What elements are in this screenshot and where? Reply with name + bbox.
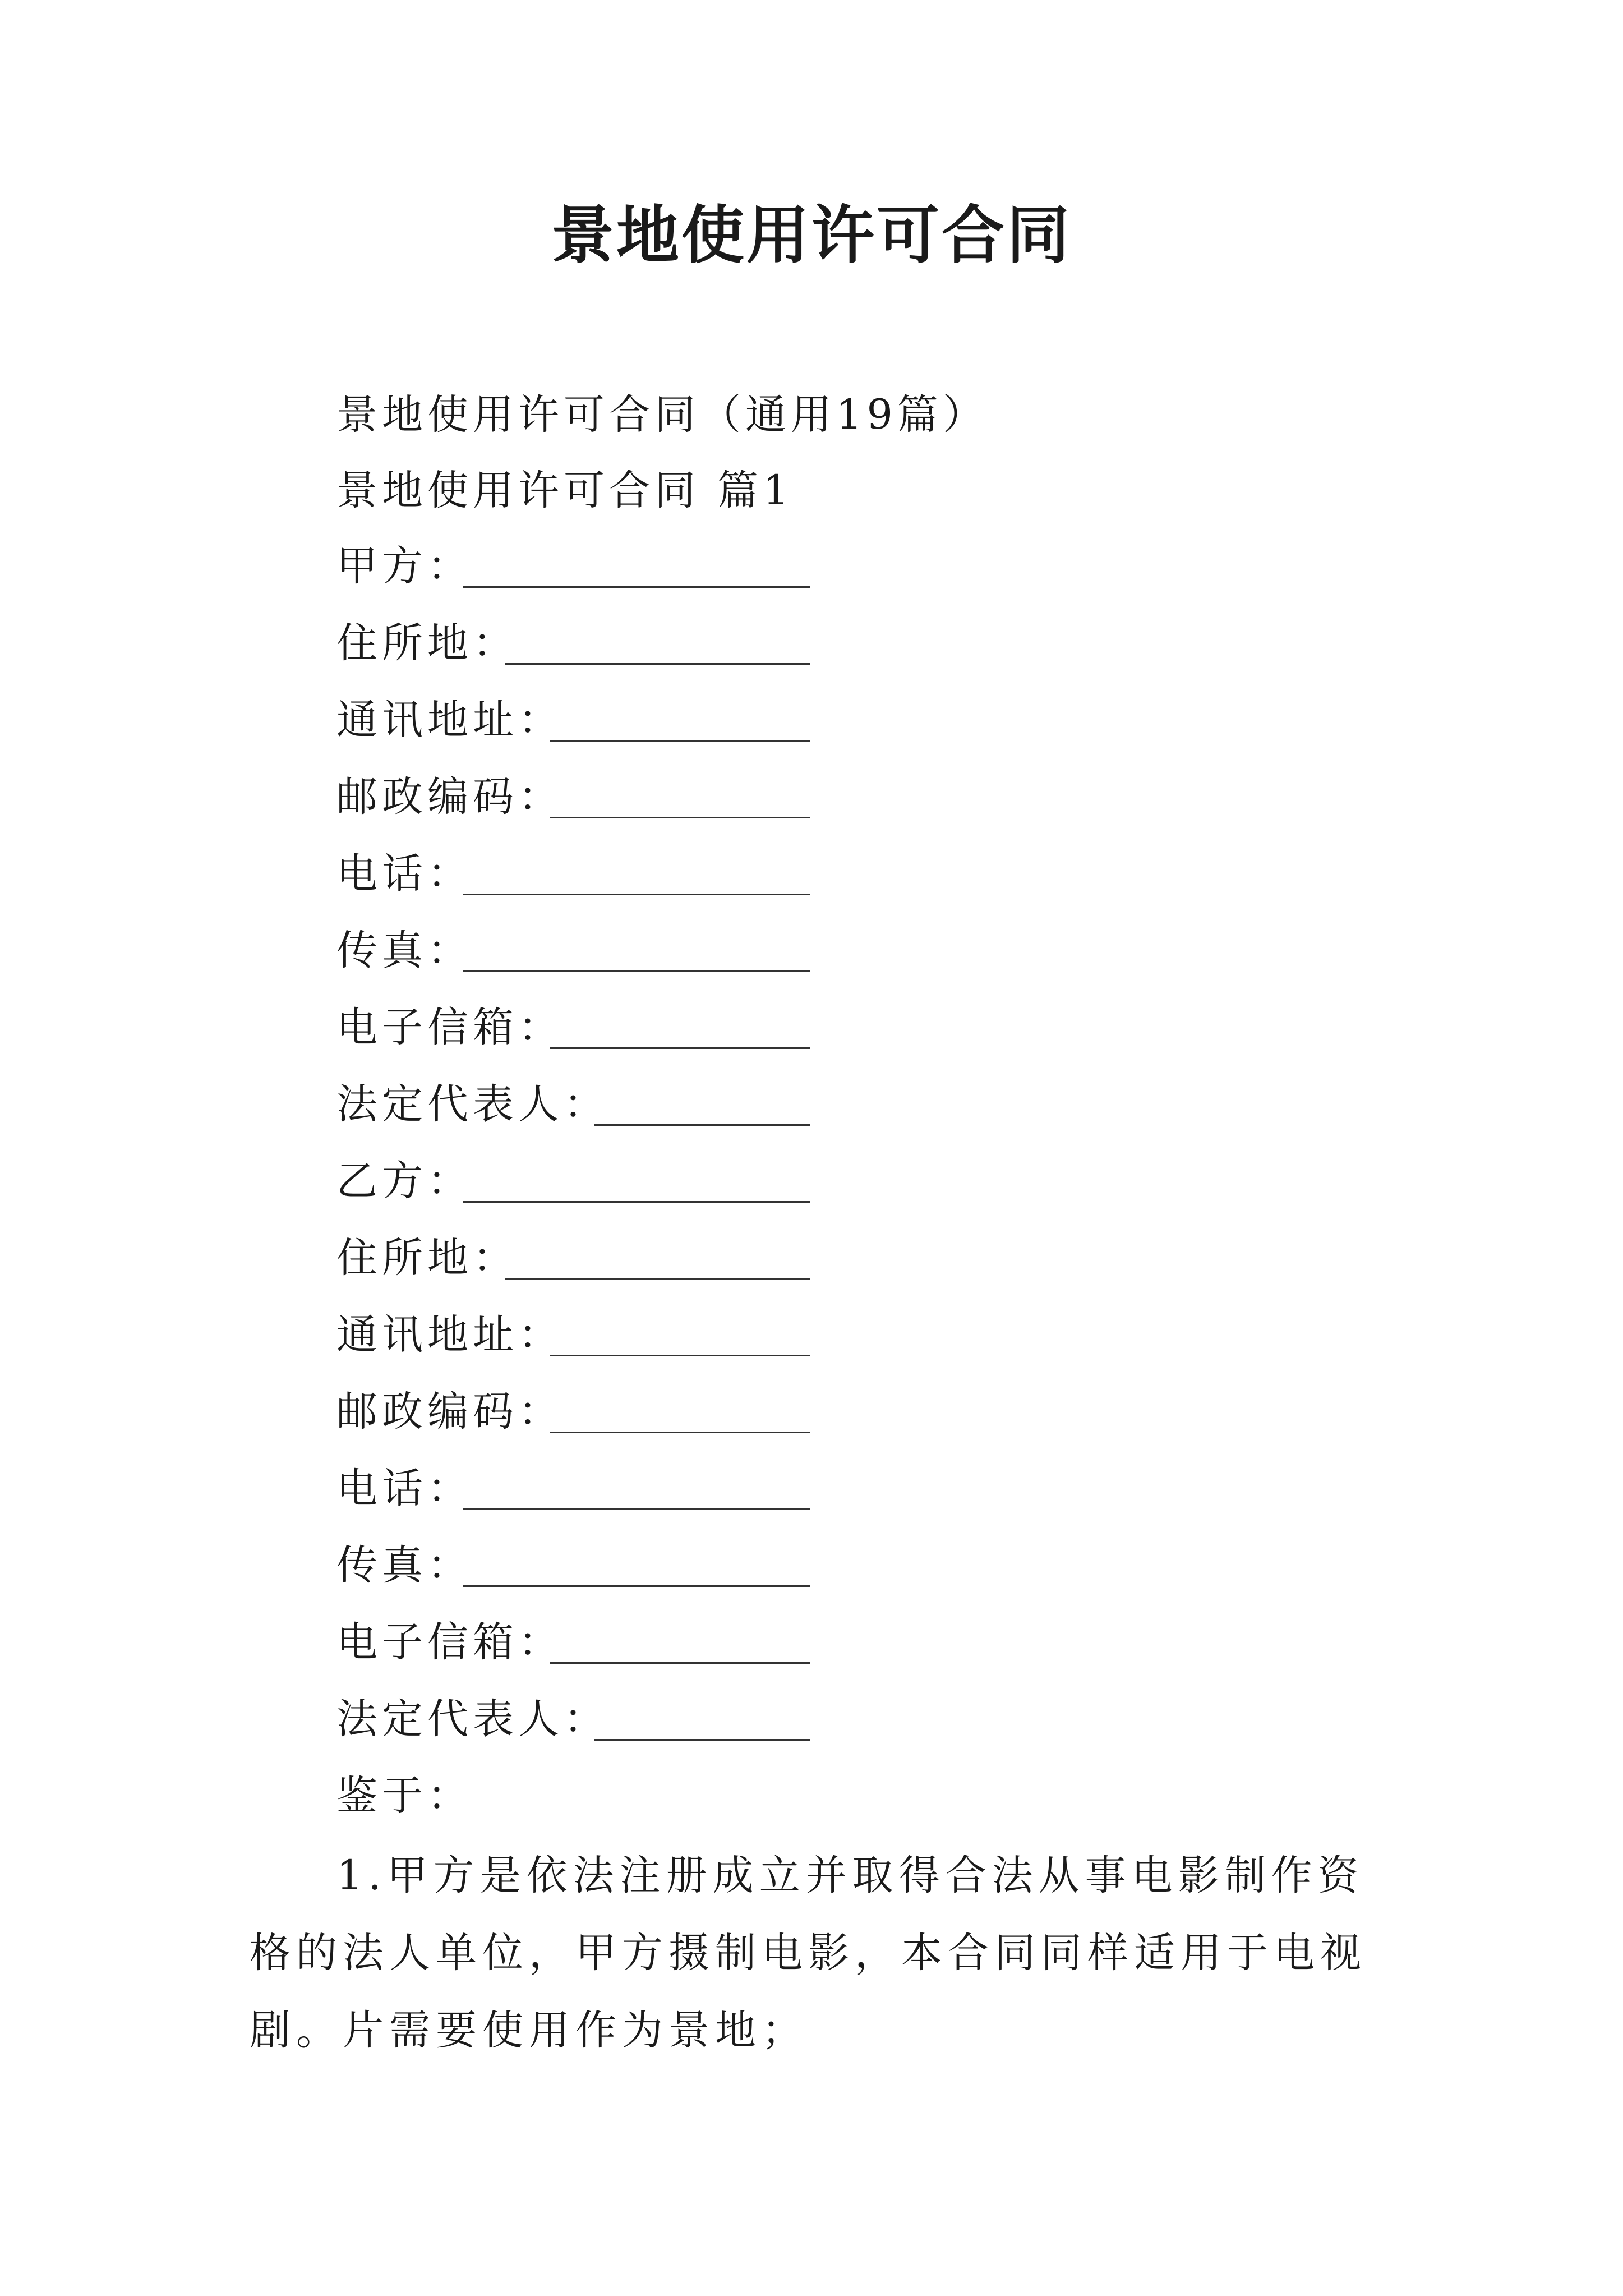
party-a-fax-field <box>336 917 473 984</box>
document-title: 景地使用许可合同 <box>551 199 1072 272</box>
field-label: 住所地： <box>336 1234 518 1282</box>
party-b-name-field <box>336 1148 473 1215</box>
field-label: 电子信箱： <box>336 1004 564 1051</box>
field-label: 甲方： <box>336 542 473 590</box>
field-label: 邮政编码： <box>336 1388 564 1435</box>
fill-in-blank <box>463 1585 810 1587</box>
party-a-postal-code-field <box>336 763 564 831</box>
fill-in-blank <box>505 663 810 665</box>
clause-1-paragraph: 1.甲方是依法注册成立并取得合法从事电影制作资格的法人单位，甲方摄制电影，本合同同样适用于电视剧。片需要使用作为景地； <box>250 1852 1367 2054</box>
field-label: 法定代表人： <box>336 1080 609 1128</box>
fill-in-blank <box>463 970 810 972</box>
party-a-phone-field <box>336 840 473 908</box>
field-label: 电话： <box>336 850 473 898</box>
field-label: 传真： <box>336 1542 473 1589</box>
party-a-mailing-address-field <box>336 687 564 754</box>
fill-in-blank <box>550 1432 810 1433</box>
fill-in-blank <box>550 1355 810 1356</box>
party-a-legal-rep-field <box>336 1071 609 1138</box>
field-label: 法定代表人： <box>336 1695 609 1743</box>
field-label: 通讯地址： <box>336 1311 564 1359</box>
party-b-fax-field <box>336 1532 473 1599</box>
party-b-mailing-address-field <box>336 1301 564 1369</box>
fill-in-blank <box>594 1124 810 1126</box>
party-a-address-field <box>336 610 518 677</box>
fill-in-blank <box>550 817 810 818</box>
party-b-legal-rep-field <box>336 1686 609 1753</box>
document-subtitle: 景地使用许可合同（通用19篇） <box>336 391 988 439</box>
party-a-name-field <box>336 533 473 600</box>
fill-in-blank <box>550 740 810 742</box>
field-label: 传真： <box>336 927 473 974</box>
fill-in-blank <box>463 586 810 588</box>
party-b-postal-code-field <box>336 1378 564 1446</box>
fill-in-blank <box>594 1739 810 1741</box>
fill-in-blank <box>463 894 810 895</box>
party-b-address-field <box>336 1225 518 1292</box>
fill-in-blank <box>463 1201 810 1203</box>
party-a-email-field <box>336 994 564 1061</box>
fill-in-blank <box>550 1662 810 1664</box>
fill-in-blank <box>505 1278 810 1280</box>
fill-in-blank <box>463 1508 810 1510</box>
field-label: 电话： <box>336 1465 473 1512</box>
whereas-label: 鉴于： <box>336 1772 473 1820</box>
fill-in-blank <box>550 1047 810 1049</box>
section-heading: 景地使用许可合同 篇1 <box>336 467 794 514</box>
field-label: 电子信箱： <box>336 1618 564 1666</box>
party-b-phone-field <box>336 1455 473 1522</box>
field-label: 邮政编码： <box>336 773 564 821</box>
field-label: 通讯地址： <box>336 696 564 744</box>
party-b-email-field <box>336 1609 564 1676</box>
field-label: 住所地： <box>336 619 518 667</box>
field-label: 乙方： <box>336 1157 473 1205</box>
